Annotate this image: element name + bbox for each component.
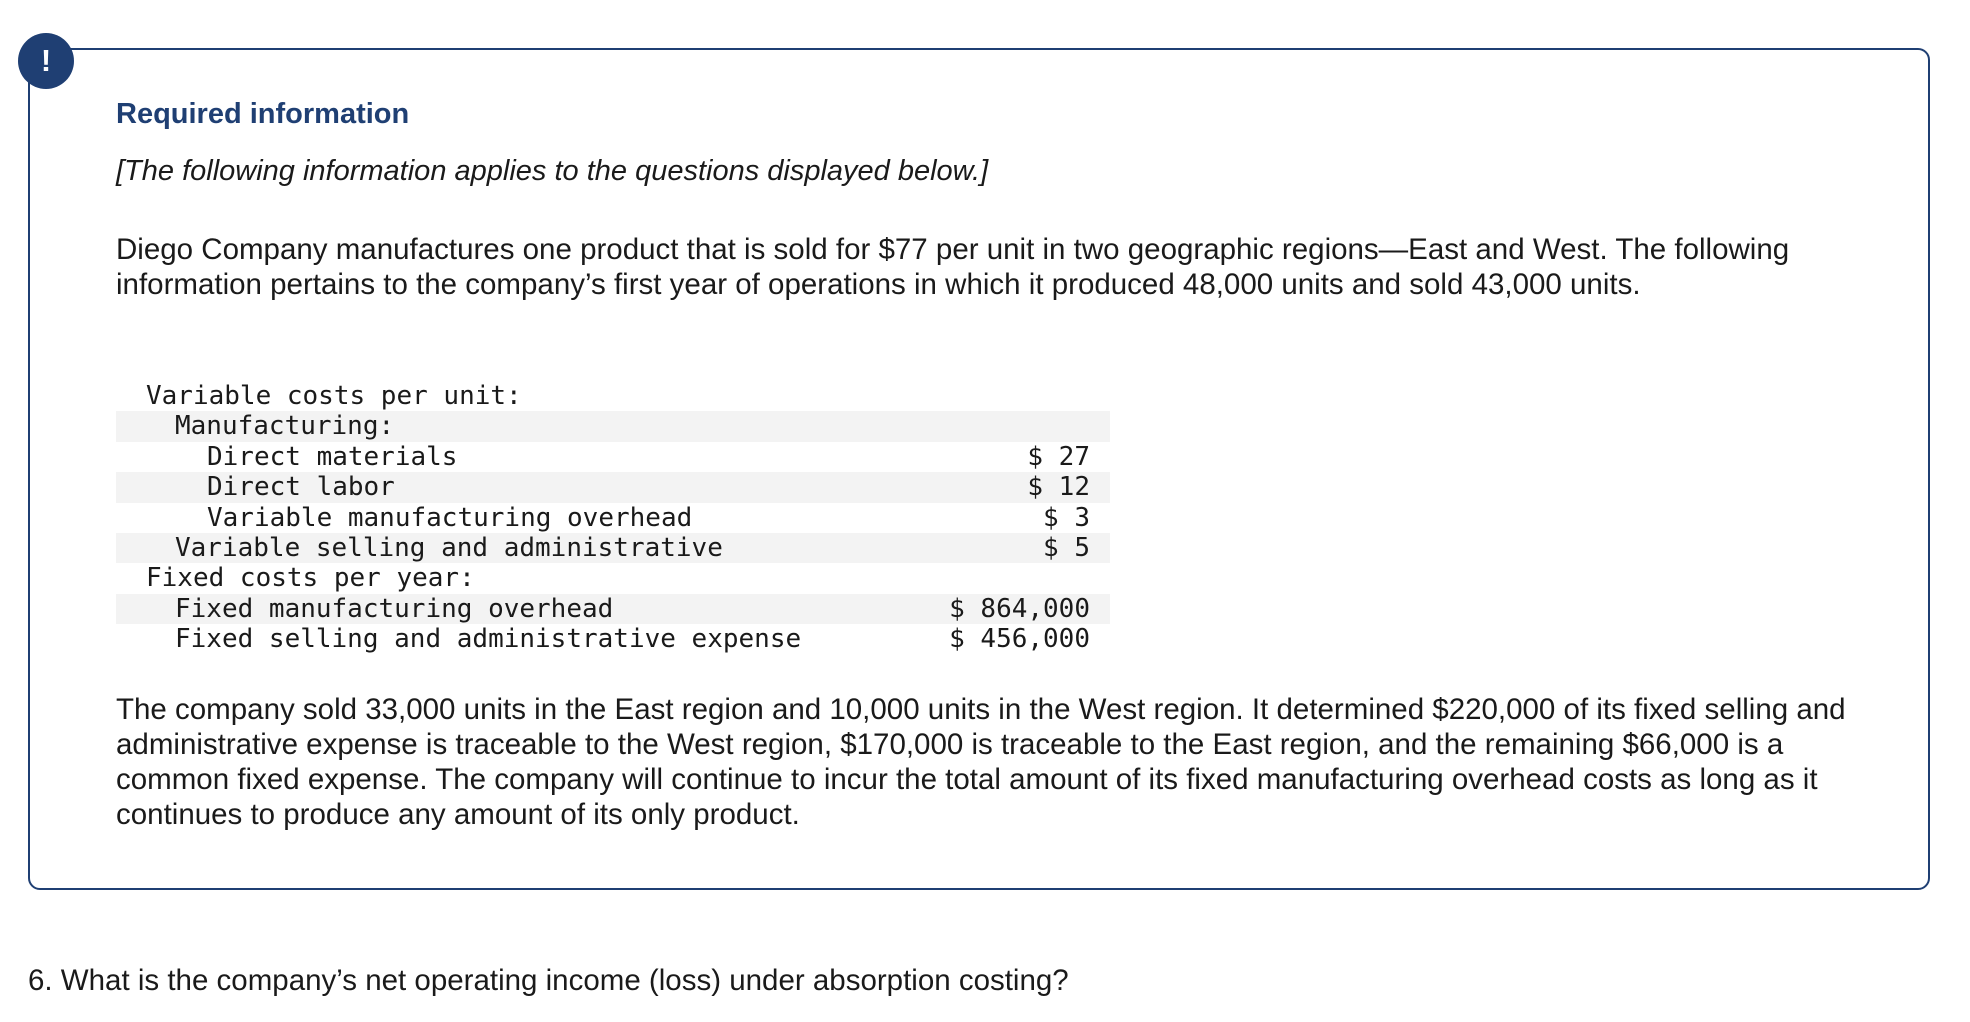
- row-label: Direct materials: [207, 441, 458, 472]
- table-row: [116, 381, 1110, 411]
- table-row: [116, 472, 1110, 502]
- row-amount: $ 27: [1027, 441, 1090, 472]
- table-row: [116, 442, 1110, 472]
- table-row: [116, 533, 1110, 563]
- row-label: Variable selling and administrative: [175, 532, 723, 563]
- row-amount: $ 5: [1043, 532, 1090, 563]
- question-text: 6. What is the company’s net operating income (loss) under absorption costing?: [28, 964, 1069, 997]
- intro-paragraph: Diego Company manufactures one product that is sold for $77 per unit in two geographic regions—East and West. The following information pertains to the company’s first year of operations in which it produced 48,000 units and sold 43,000 units.: [116, 233, 1790, 301]
- row-label: Variable manufacturing overhead: [207, 502, 693, 533]
- row-amount: $ 12: [1027, 472, 1090, 503]
- row-amount: $ 3: [1043, 502, 1090, 533]
- row-label: Direct labor: [207, 472, 395, 503]
- panel-note: [The following information applies to the questions displayed below.]: [116, 155, 989, 187]
- row-label: Manufacturing:: [175, 411, 395, 442]
- table-row: [116, 594, 1110, 624]
- table-row: [116, 624, 1110, 654]
- row-label: Fixed manufacturing overhead: [175, 593, 614, 624]
- table-row: [116, 503, 1110, 533]
- exclamation-icon: !: [18, 33, 74, 89]
- row-amount: $ 456,000: [949, 624, 1090, 655]
- row-label: Variable costs per unit:: [146, 381, 522, 411]
- row-label: Fixed costs per year:: [146, 563, 475, 594]
- table-row: [116, 563, 1110, 593]
- cost-table: [116, 381, 1110, 655]
- row-label: Fixed selling and administrative expense: [175, 624, 802, 655]
- panel-title: Required information: [116, 98, 410, 130]
- followup-paragraph: The company sold 33,000 units in the East region and 10,000 units in the West region. It determined $220,000 of its fixed selling and administrative expense is traceable to the West region, $170,000 is traceable to the East region, and the remaining $66,000 is a common fixed expense. The company will continue to incur the total amount of its fixed manufacturing overhead costs as long as it continues to produce any amount of its only product.: [116, 693, 1846, 831]
- row-amount: $ 864,000: [949, 593, 1090, 624]
- table-row: [116, 411, 1110, 441]
